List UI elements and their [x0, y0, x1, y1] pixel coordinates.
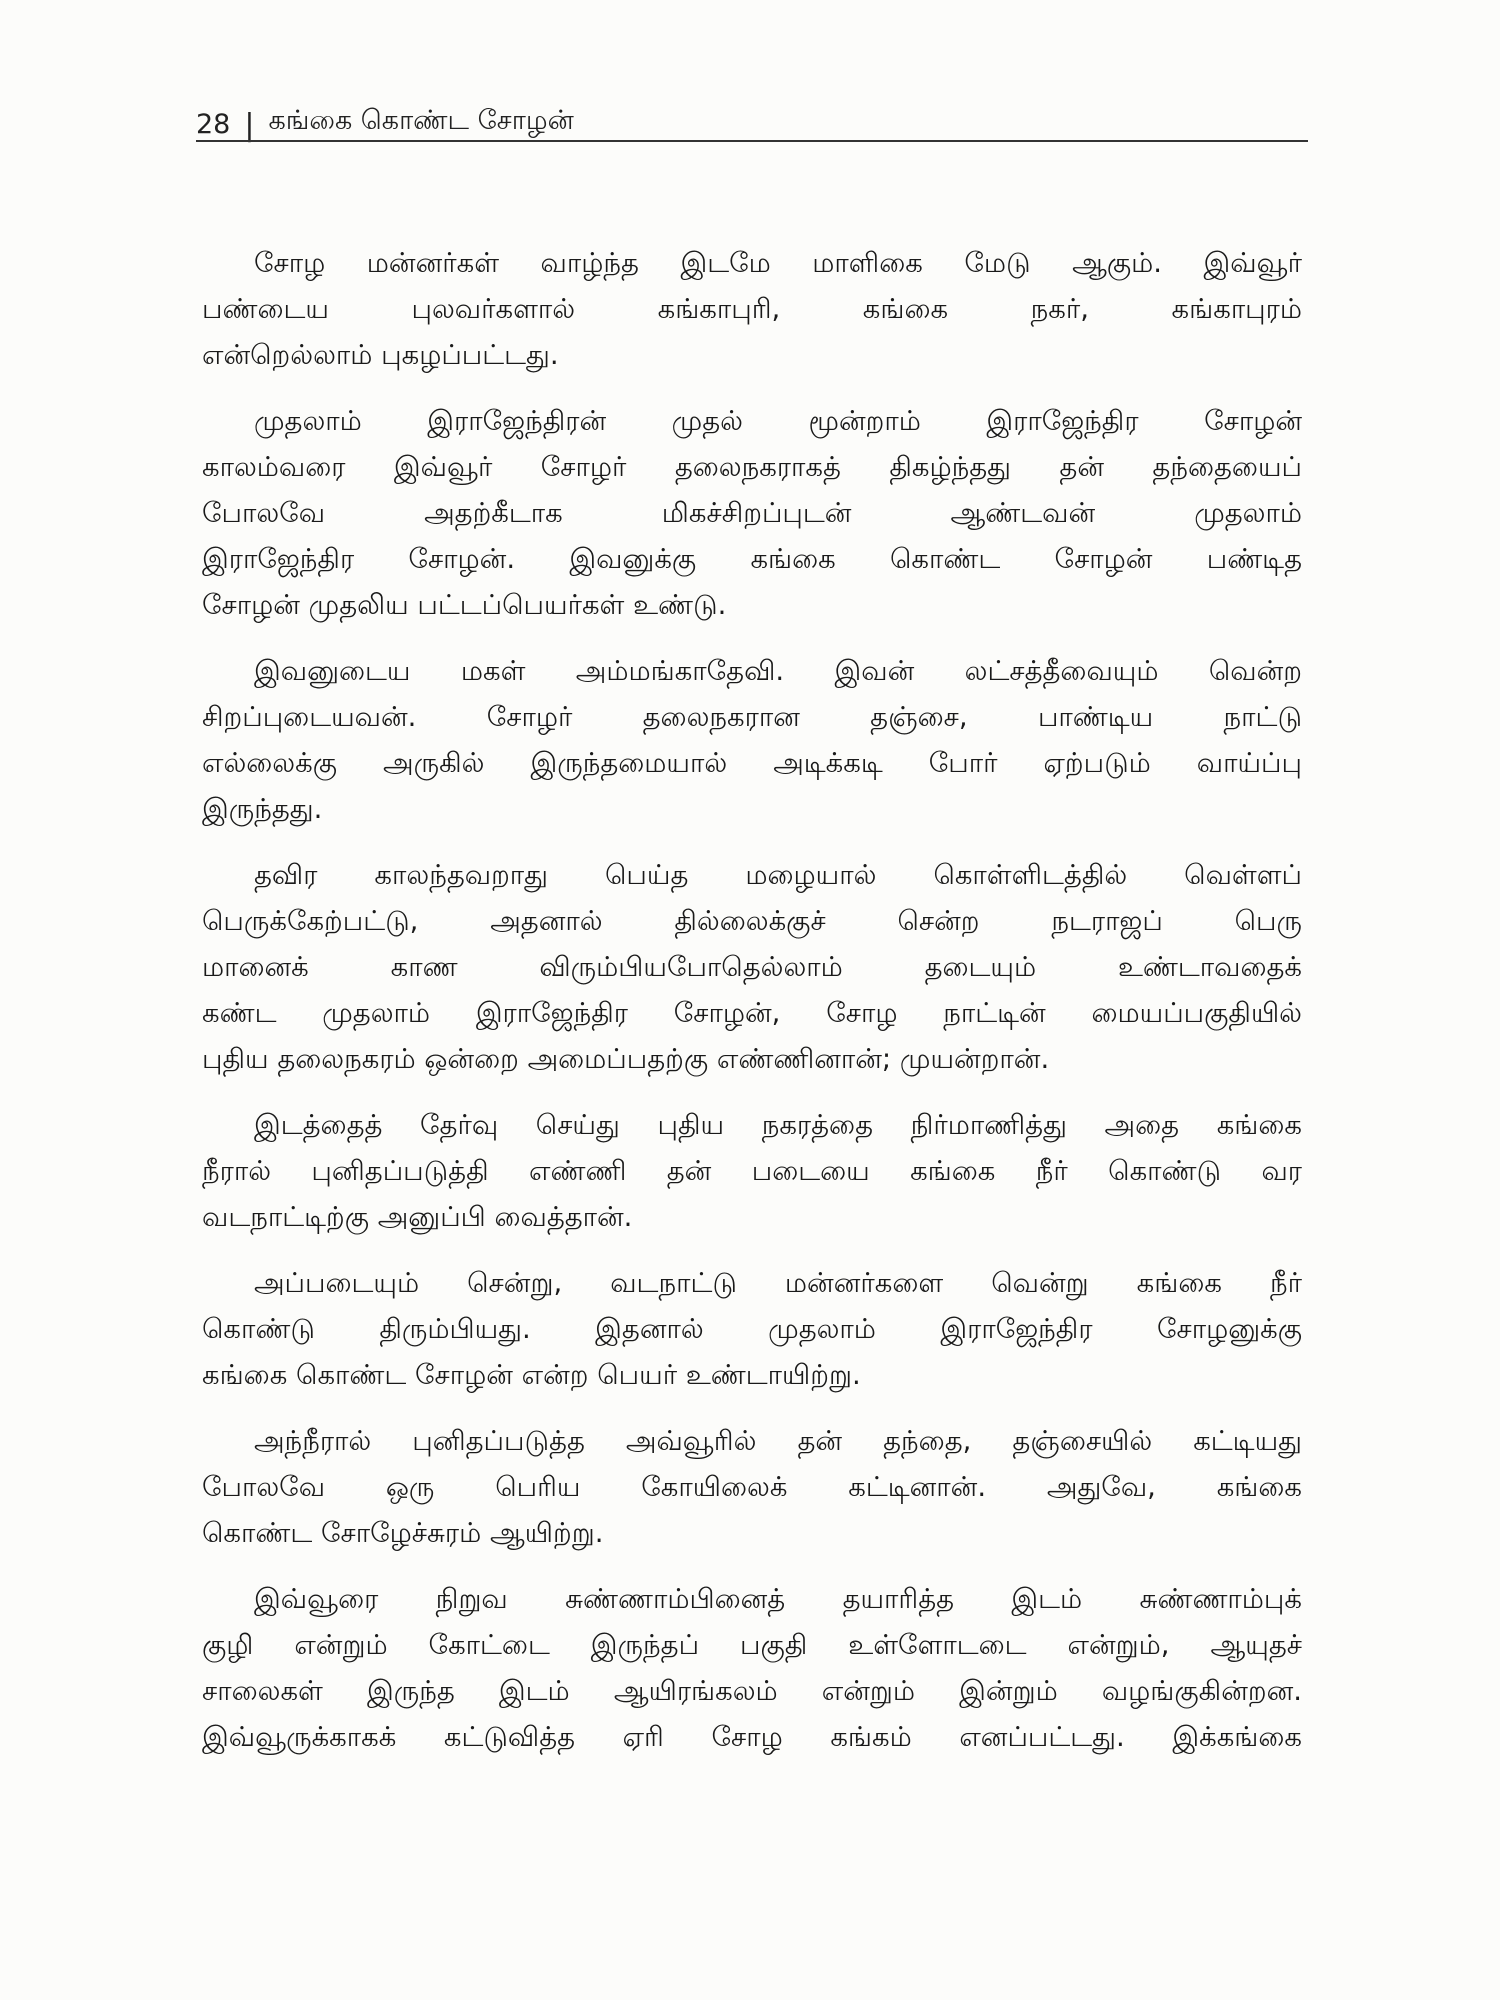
text-line: அந்நீரால் புனிதப்படுத்த அவ்வூரில் தன் தந்தை, தஞ்சையில் கட்டியது	[254, 1425, 1302, 1457]
text-line: இடத்தைத் தேர்வு செய்து புதிய நகரத்தை நிர்மாணித்து அதை கங்கை	[254, 1109, 1302, 1141]
text-line: கண்ட முதலாம் இராஜேந்திர சோழன், சோழ நாட்டின் மையப்பகுதியில்	[202, 997, 1302, 1029]
text-line: சோழன் முதலிய பட்டப்பெயர்கள் உண்டு.	[202, 589, 727, 621]
text-line: இராஜேந்திர சோழன். இவனுக்கு கங்கை கொண்ட சோழன் பண்டித	[202, 543, 1302, 575]
paragraph-5	[202, 1102, 1302, 1240]
text-line: போலவே அதற்கீடாக மிகச்சிறப்புடன் ஆண்டவன் முதலாம்	[202, 497, 1302, 529]
text-line: வடநாட்டிற்கு அனுப்பி வைத்தான்.	[202, 1201, 633, 1233]
text-line: கொண்டு திரும்பியது. இதனால் முதலாம் இராஜேந்திர சோழனுக்கு	[202, 1313, 1302, 1345]
text-line: முதலாம் இராஜேந்திரன் முதல் மூன்றாம் இராஜேந்திர சோழன்	[254, 405, 1302, 437]
paragraph-7	[202, 1418, 1302, 1556]
text-line: தவிர காலந்தவறாது பெய்த மழையால் கொள்ளிடத்தில் வெள்ளப்	[254, 859, 1302, 891]
text-line: குழி என்றும் கோட்டை இருந்தப் பகுதி உள்ளோடடை என்றும், ஆயுதச்	[202, 1629, 1302, 1661]
text-line: காலம்வரை இவ்வூர் சோழர் தலைநகராகத் திகழ்ந்தது தன் தந்தையைப்	[202, 451, 1302, 483]
book-title: கங்கை கொண்ட சோழன்	[268, 105, 574, 136]
paragraph-1	[202, 240, 1302, 378]
text-line: புதிய தலைநகரம் ஒன்றை அமைப்பதற்கு எண்ணினான்; முயன்றான்.	[202, 1043, 1050, 1075]
header-separator: |	[244, 108, 255, 143]
text-line: சாலைகள் இருந்த இடம் ஆயிரங்கலம் என்றும் இன்றும் வழங்குகின்றன.	[202, 1675, 1302, 1707]
text-line: அப்படையும் சென்று, வடநாட்டு மன்னர்களை வென்று கங்கை நீர்	[254, 1267, 1302, 1299]
text-line: பண்டைய புலவர்களால் கங்காபுரி, கங்கை நகர், கங்காபுரம்	[202, 293, 1302, 325]
text-line: சிறப்புடையவன். சோழர் தலைநகரான தஞ்சை, பாண்டிய நாட்டு	[202, 701, 1302, 733]
text-line: கொண்ட சோழேச்சுரம் ஆயிற்று.	[202, 1517, 604, 1549]
paragraph-3	[202, 648, 1302, 832]
header-rule	[196, 140, 1308, 142]
paragraph-8	[202, 1576, 1302, 1760]
body-text	[202, 240, 1302, 1780]
paragraph-6	[202, 1260, 1302, 1398]
text-line: இருந்தது.	[202, 793, 323, 825]
text-line: போலவே ஒரு பெரிய கோயிலைக் கட்டினான். அதுவே, கங்கை	[202, 1471, 1302, 1503]
text-line: கங்கை கொண்ட சோழன் என்ற பெயர் உண்டாயிற்று.	[202, 1359, 861, 1391]
text-line: இவ்வூருக்காகக் கட்டுவித்த ஏரி சோழ கங்கம் எனப்பட்டது. இக்கங்கை	[202, 1721, 1302, 1753]
paragraph-2	[202, 398, 1302, 628]
text-line: மானைக் காண விரும்பியபோதெல்லாம் தடையும் உண்டாவதைக்	[202, 951, 1302, 983]
text-line: நீரால் புனிதப்படுத்தி எண்ணி தன் படையை கங்கை நீர் கொண்டு வர	[202, 1155, 1302, 1187]
text-line: எல்லைக்கு அருகில் இருந்தமையால் அடிக்கடி போர் ஏற்படும் வாய்ப்பு	[202, 747, 1302, 779]
paragraph-4	[202, 852, 1302, 1082]
text-line: என்றெல்லாம் புகழப்பட்டது.	[202, 339, 559, 371]
text-line: இவனுடைய மகள் அம்மங்காதேவி. இவன் லட்சத்தீவையும் வென்ற	[254, 655, 1302, 687]
text-line: சோழ மன்னர்கள் வாழ்ந்த இடமே மாளிகை மேடு ஆகும். இவ்வூர்	[254, 247, 1302, 279]
text-line: பெருக்கேற்பட்டு, அதனால் தில்லைக்குச் சென்ற நடராஜப் பெரு	[202, 905, 1302, 937]
running-header	[196, 92, 1308, 143]
page-number: 28	[196, 109, 231, 140]
text-line: இவ்வூரை நிறுவ சுண்ணாம்பினைத் தயாரித்த இடம் சுண்ணாம்புக்	[254, 1583, 1302, 1615]
